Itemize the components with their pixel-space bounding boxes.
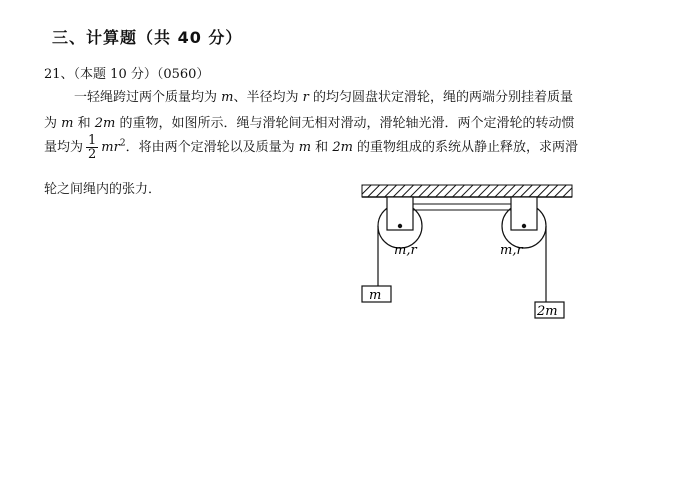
var-2m: 2m xyxy=(332,140,353,155)
pulley-diagram xyxy=(350,180,580,320)
text-segment: 量均为 xyxy=(44,140,84,155)
text-segment: 一轻绳跨过两个质量均为 xyxy=(74,90,222,105)
var-m: m xyxy=(61,116,74,131)
text-segment: 的均匀圆盘状定滑轮，绳的两端分别挂着质量 xyxy=(308,90,573,105)
var-m: m xyxy=(298,140,312,155)
text-segment: ．将由两个定滑轮以及质量为 xyxy=(125,140,299,155)
problem-line-3 xyxy=(44,134,578,161)
inertia-expression: mr xyxy=(101,140,120,155)
fraction-denominator: 2 xyxy=(88,147,97,162)
var-r: r xyxy=(302,90,309,105)
var-m: m xyxy=(221,90,234,105)
text-segment: 的重物组成的系统从静止释放，求两滑 xyxy=(352,140,579,155)
left-pulley-axle xyxy=(398,224,402,228)
section-title: 三、计算题（共 40 分） xyxy=(52,28,243,47)
text-segment: 为 xyxy=(44,116,62,131)
mass-2m-label: 2m xyxy=(537,304,558,319)
var-2m: 2m xyxy=(94,116,116,131)
right-pulley-label: m,r xyxy=(500,243,523,258)
text-segment: 和 xyxy=(73,116,95,131)
problem-line-1 xyxy=(74,86,573,105)
text-segment: 和 xyxy=(311,140,333,155)
fraction-one-half xyxy=(86,134,98,161)
text-segment: 的重物，如图所示．绳与滑轮间无相对滑动，滑轮轴光滑．两个定滑轮的转动惯 xyxy=(115,116,575,131)
right-pulley-axle xyxy=(522,224,526,228)
question-header: 21、（本题 10 分）（0560） xyxy=(44,67,210,82)
fraction-numerator: 1 xyxy=(88,133,97,148)
problem-line-2 xyxy=(44,112,574,131)
inertia-exponent: 2 xyxy=(119,138,126,149)
ceiling-hatch xyxy=(362,185,572,197)
problem-line-4: 轮之间绳内的张力． xyxy=(44,182,162,197)
left-pulley-label: m,r xyxy=(394,243,417,258)
mass-m-label: m xyxy=(369,288,382,303)
text-segment: 、半径均为 xyxy=(233,90,303,105)
